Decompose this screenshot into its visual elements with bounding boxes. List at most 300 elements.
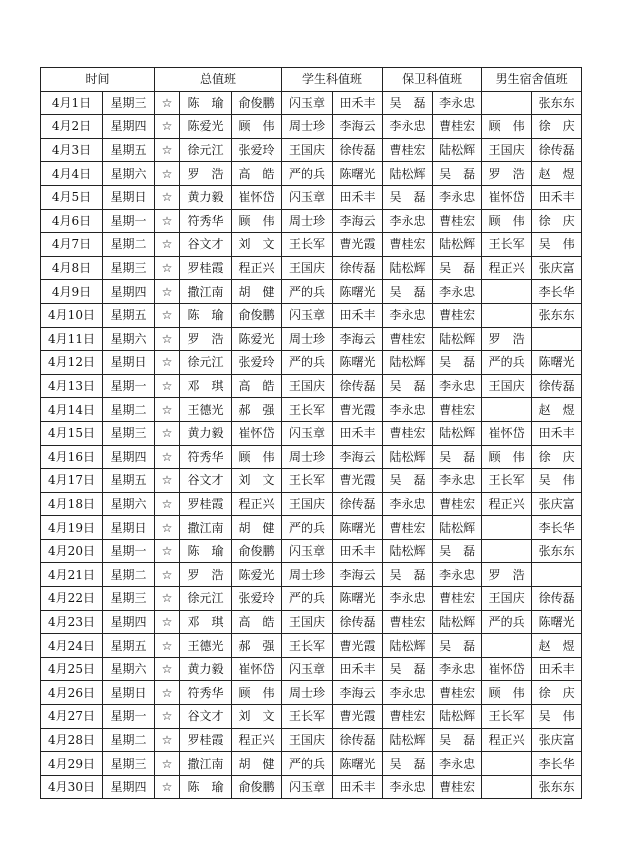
security-duty-2: 吴 磊 [433, 634, 482, 658]
security-duty-2: 陆松辉 [433, 138, 482, 162]
general-duty-2: 顾 伟 [232, 115, 282, 139]
student-duty-2: 徐传磊 [333, 728, 383, 752]
student-duty-2: 曹光霞 [333, 634, 383, 658]
security-duty-2: 李永忠 [433, 657, 482, 681]
general-duty-1: 邓 琪 [180, 610, 232, 634]
student-duty-1: 周士珍 [282, 563, 333, 587]
date-cell: 4月27日 [41, 705, 103, 729]
security-duty-2: 吴 磊 [433, 445, 482, 469]
security-duty-1: 吴 磊 [383, 657, 433, 681]
student-duty-1: 周士珍 [282, 209, 333, 233]
general-duty-2: 崔怀岱 [232, 421, 282, 445]
student-duty-2: 李海云 [333, 563, 383, 587]
date-cell: 4月26日 [41, 681, 103, 705]
dorm-duty-1 [482, 280, 532, 304]
security-duty-1: 李永忠 [383, 681, 433, 705]
dorm-duty-1 [482, 303, 532, 327]
table-row [41, 233, 582, 257]
student-duty-1: 王长军 [282, 233, 333, 257]
student-duty-2: 陈曙光 [333, 280, 383, 304]
general-duty-2: 高 皓 [232, 610, 282, 634]
security-duty-2: 曹桂宏 [433, 398, 482, 422]
dorm-duty-1: 顾 伟 [482, 115, 532, 139]
security-duty-2: 曹桂宏 [433, 209, 482, 233]
general-duty-2: 顾 伟 [232, 445, 282, 469]
table-row [41, 539, 582, 563]
general-duty-2: 陈爱光 [232, 327, 282, 351]
dorm-duty-2: 赵 煜 [532, 162, 582, 186]
dorm-duty-2: 张东东 [532, 539, 582, 563]
dorm-duty-1 [482, 91, 532, 115]
dorm-duty-1: 崔怀岱 [482, 657, 532, 681]
student-duty-1: 闪玉章 [282, 185, 333, 209]
table-row [41, 634, 582, 658]
star-mark: ☆ [155, 185, 180, 209]
date-cell: 4月21日 [41, 563, 103, 587]
date-cell: 4月5日 [41, 185, 103, 209]
dorm-duty-2: 张东东 [532, 91, 582, 115]
security-duty-1: 曹桂宏 [383, 516, 433, 540]
star-mark: ☆ [155, 280, 180, 304]
star-mark: ☆ [155, 209, 180, 233]
general-duty-1: 黄力毅 [180, 185, 232, 209]
dorm-duty-1 [482, 634, 532, 658]
security-duty-1: 陆松辉 [383, 728, 433, 752]
student-duty-2: 田禾丰 [333, 91, 383, 115]
star-mark: ☆ [155, 634, 180, 658]
general-duty-1: 罗桂霞 [180, 728, 232, 752]
dorm-duty-2 [532, 563, 582, 587]
general-duty-1: 陈爱光 [180, 115, 232, 139]
security-duty-1: 吴 磊 [383, 563, 433, 587]
star-mark: ☆ [155, 233, 180, 257]
dorm-duty-2: 陈曙光 [532, 351, 582, 375]
dorm-duty-2: 徐传磊 [532, 374, 582, 398]
star-mark: ☆ [155, 91, 180, 115]
student-duty-2: 陈曙光 [333, 516, 383, 540]
security-duty-2: 曹桂宏 [433, 492, 482, 516]
table-row [41, 587, 582, 611]
student-duty-2: 徐传磊 [333, 610, 383, 634]
general-duty-2: 顾 伟 [232, 209, 282, 233]
dorm-duty-2: 吴 伟 [532, 705, 582, 729]
student-duty-1: 严的兵 [282, 752, 333, 776]
table-row [41, 469, 582, 493]
dorm-duty-1: 王长军 [482, 233, 532, 257]
weekday-cell: 星期一 [103, 705, 155, 729]
student-duty-1: 王国庆 [282, 492, 333, 516]
date-cell: 4月6日 [41, 209, 103, 233]
date-cell: 4月1日 [41, 91, 103, 115]
dorm-duty-2: 徐 庆 [532, 115, 582, 139]
dorm-duty-1: 罗 浩 [482, 327, 532, 351]
dorm-duty-1: 程正兴 [482, 728, 532, 752]
dorm-duty-2: 张庆富 [532, 728, 582, 752]
general-duty-1: 罗 浩 [180, 327, 232, 351]
weekday-cell: 星期四 [103, 775, 155, 799]
date-cell: 4月15日 [41, 421, 103, 445]
dorm-duty-2: 徐传磊 [532, 587, 582, 611]
security-duty-2: 陆松辉 [433, 327, 482, 351]
date-cell: 4月7日 [41, 233, 103, 257]
date-cell: 4月28日 [41, 728, 103, 752]
date-cell: 4月22日 [41, 587, 103, 611]
star-mark: ☆ [155, 256, 180, 280]
weekday-cell: 星期五 [103, 138, 155, 162]
date-cell: 4月12日 [41, 351, 103, 375]
weekday-cell: 星期一 [103, 539, 155, 563]
table-row [41, 138, 582, 162]
general-duty-1: 符秀华 [180, 209, 232, 233]
security-duty-1: 李永忠 [383, 775, 433, 799]
student-duty-1: 闪玉章 [282, 303, 333, 327]
star-mark: ☆ [155, 752, 180, 776]
star-mark: ☆ [155, 445, 180, 469]
table-row [41, 752, 582, 776]
star-mark: ☆ [155, 539, 180, 563]
security-duty-2: 曹桂宏 [433, 587, 482, 611]
star-mark: ☆ [155, 303, 180, 327]
weekday-cell: 星期日 [103, 516, 155, 540]
dorm-duty-2: 张庆富 [532, 492, 582, 516]
student-duty-1: 周士珍 [282, 115, 333, 139]
general-duty-1: 陈 瑜 [180, 775, 232, 799]
star-mark: ☆ [155, 421, 180, 445]
general-duty-1: 谷文才 [180, 705, 232, 729]
dorm-duty-1 [482, 539, 532, 563]
table-row [41, 185, 582, 209]
dorm-duty-2: 赵 煜 [532, 634, 582, 658]
dorm-duty-2: 张东东 [532, 775, 582, 799]
security-duty-2: 曹桂宏 [433, 303, 482, 327]
security-duty-2: 陆松辉 [433, 705, 482, 729]
dorm-duty-1: 王国庆 [482, 374, 532, 398]
general-duty-1: 谷文才 [180, 233, 232, 257]
star-mark: ☆ [155, 138, 180, 162]
star-mark: ☆ [155, 115, 180, 139]
dorm-duty-1 [482, 752, 532, 776]
student-duty-1: 严的兵 [282, 587, 333, 611]
date-cell: 4月11日 [41, 327, 103, 351]
general-duty-1: 罗桂霞 [180, 492, 232, 516]
security-duty-2: 吴 磊 [433, 162, 482, 186]
weekday-cell: 星期四 [103, 280, 155, 304]
dorm-duty-1: 崔怀岱 [482, 421, 532, 445]
general-duty-1: 徐元江 [180, 587, 232, 611]
student-duty-1: 闪玉章 [282, 91, 333, 115]
student-duty-1: 严的兵 [282, 280, 333, 304]
date-cell: 4月9日 [41, 280, 103, 304]
dorm-duty-1 [482, 398, 532, 422]
dorm-duty-1: 严的兵 [482, 351, 532, 375]
schedule-body [41, 91, 582, 799]
student-duty-1: 周士珍 [282, 681, 333, 705]
security-duty-2: 李永忠 [433, 374, 482, 398]
general-duty-1: 撒江南 [180, 516, 232, 540]
general-duty-1: 撒江南 [180, 280, 232, 304]
general-duty-1: 谷文才 [180, 469, 232, 493]
student-duty-1: 严的兵 [282, 351, 333, 375]
student-duty-2: 李海云 [333, 327, 383, 351]
dorm-duty-2: 李长华 [532, 280, 582, 304]
security-duty-2: 陆松辉 [433, 421, 482, 445]
security-duty-1: 李永忠 [383, 398, 433, 422]
security-duty-2: 吴 磊 [433, 256, 482, 280]
dorm-duty-1: 程正兴 [482, 256, 532, 280]
general-duty-1: 符秀华 [180, 445, 232, 469]
student-duty-1: 严的兵 [282, 162, 333, 186]
table-row [41, 256, 582, 280]
student-duty-1: 王长军 [282, 705, 333, 729]
table-row [41, 610, 582, 634]
security-duty-1: 曹桂宏 [383, 610, 433, 634]
dorm-duty-2: 陈曙光 [532, 610, 582, 634]
security-duty-1: 吴 磊 [383, 374, 433, 398]
student-duty-2: 陈曙光 [333, 752, 383, 776]
star-mark: ☆ [155, 610, 180, 634]
date-cell: 4月18日 [41, 492, 103, 516]
table-row [41, 91, 582, 115]
security-duty-1: 陆松辉 [383, 351, 433, 375]
dorm-duty-2: 徐传磊 [532, 138, 582, 162]
weekday-cell: 星期四 [103, 115, 155, 139]
weekday-cell: 星期六 [103, 162, 155, 186]
student-duty-2: 李海云 [333, 681, 383, 705]
general-duty-2: 高 皓 [232, 374, 282, 398]
general-duty-2: 俞俊鹏 [232, 775, 282, 799]
header-general-duty: 总值班 [155, 68, 282, 92]
date-cell: 4月24日 [41, 634, 103, 658]
star-mark: ☆ [155, 705, 180, 729]
general-duty-2: 俞俊鹏 [232, 539, 282, 563]
star-mark: ☆ [155, 469, 180, 493]
student-duty-2: 田禾丰 [333, 303, 383, 327]
dorm-duty-2: 赵 煜 [532, 398, 582, 422]
general-duty-1: 邓 琪 [180, 374, 232, 398]
security-duty-1: 陆松辉 [383, 634, 433, 658]
general-duty-1: 徐元江 [180, 138, 232, 162]
student-duty-2: 田禾丰 [333, 421, 383, 445]
student-duty-1: 王长军 [282, 398, 333, 422]
general-duty-2: 崔怀岱 [232, 657, 282, 681]
security-duty-2: 李永忠 [433, 752, 482, 776]
star-mark: ☆ [155, 563, 180, 587]
student-duty-1: 王国庆 [282, 256, 333, 280]
security-duty-1: 曹桂宏 [383, 327, 433, 351]
star-mark: ☆ [155, 587, 180, 611]
student-duty-2: 曹光霞 [333, 469, 383, 493]
table-row [41, 445, 582, 469]
general-duty-2: 刘 文 [232, 705, 282, 729]
student-duty-1: 王长军 [282, 634, 333, 658]
security-duty-1: 吴 磊 [383, 185, 433, 209]
dorm-duty-1: 顾 伟 [482, 209, 532, 233]
student-duty-1: 王国庆 [282, 374, 333, 398]
dorm-duty-2: 张东东 [532, 303, 582, 327]
student-duty-1: 闪玉章 [282, 775, 333, 799]
dorm-duty-2: 田禾丰 [532, 185, 582, 209]
date-cell: 4月8日 [41, 256, 103, 280]
dorm-duty-1: 王国庆 [482, 138, 532, 162]
dorm-duty-1: 王国庆 [482, 587, 532, 611]
weekday-cell: 星期三 [103, 421, 155, 445]
general-duty-2: 郝 强 [232, 398, 282, 422]
dorm-duty-2: 李长华 [532, 516, 582, 540]
student-duty-1: 严的兵 [282, 516, 333, 540]
security-duty-1: 李永忠 [383, 115, 433, 139]
general-duty-1: 黄力毅 [180, 421, 232, 445]
security-duty-2: 李永忠 [433, 91, 482, 115]
general-duty-2: 程正兴 [232, 492, 282, 516]
security-duty-1: 李永忠 [383, 492, 433, 516]
star-mark: ☆ [155, 398, 180, 422]
weekday-cell: 星期六 [103, 327, 155, 351]
general-duty-1: 符秀华 [180, 681, 232, 705]
weekday-cell: 星期日 [103, 681, 155, 705]
general-duty-2: 胡 健 [232, 280, 282, 304]
general-duty-1: 王德光 [180, 398, 232, 422]
dorm-duty-2: 李长华 [532, 752, 582, 776]
student-duty-2: 田禾丰 [333, 775, 383, 799]
security-duty-1: 陆松辉 [383, 445, 433, 469]
header-student-office-duty: 学生科值班 [282, 68, 383, 92]
table-row [41, 563, 582, 587]
dorm-duty-1: 崔怀岱 [482, 185, 532, 209]
date-cell: 4月19日 [41, 516, 103, 540]
dorm-duty-1 [482, 516, 532, 540]
star-mark: ☆ [155, 327, 180, 351]
student-duty-1: 周士珍 [282, 445, 333, 469]
student-duty-2: 田禾丰 [333, 539, 383, 563]
security-duty-1: 曹桂宏 [383, 705, 433, 729]
weekday-cell: 星期二 [103, 398, 155, 422]
weekday-cell: 星期一 [103, 374, 155, 398]
duty-schedule-table [40, 67, 582, 799]
dorm-duty-2: 徐 庆 [532, 209, 582, 233]
weekday-cell: 星期日 [103, 185, 155, 209]
weekday-cell: 星期五 [103, 303, 155, 327]
security-duty-1: 陆松辉 [383, 256, 433, 280]
security-duty-2: 曹桂宏 [433, 681, 482, 705]
dorm-duty-1: 顾 伟 [482, 681, 532, 705]
weekday-cell: 星期三 [103, 752, 155, 776]
header-time: 时间 [41, 68, 155, 92]
security-duty-2: 曹桂宏 [433, 775, 482, 799]
student-duty-2: 曹光霞 [333, 398, 383, 422]
date-cell: 4月20日 [41, 539, 103, 563]
date-cell: 4月29日 [41, 752, 103, 776]
table-row [41, 327, 582, 351]
student-duty-2: 徐传磊 [333, 374, 383, 398]
general-duty-2: 程正兴 [232, 728, 282, 752]
table-row [41, 705, 582, 729]
dorm-duty-1: 王长军 [482, 705, 532, 729]
general-duty-2: 郝 强 [232, 634, 282, 658]
dorm-duty-1: 罗 浩 [482, 162, 532, 186]
dorm-duty-1: 罗 浩 [482, 563, 532, 587]
weekday-cell: 星期四 [103, 610, 155, 634]
dorm-duty-1: 顾 伟 [482, 445, 532, 469]
dorm-duty-1: 严的兵 [482, 610, 532, 634]
date-cell: 4月23日 [41, 610, 103, 634]
student-duty-1: 周士珍 [282, 327, 333, 351]
student-duty-2: 陈曙光 [333, 587, 383, 611]
star-mark: ☆ [155, 657, 180, 681]
student-duty-1: 闪玉章 [282, 539, 333, 563]
security-duty-1: 陆松辉 [383, 539, 433, 563]
dorm-duty-1: 程正兴 [482, 492, 532, 516]
dorm-duty-1 [482, 775, 532, 799]
date-cell: 4月3日 [41, 138, 103, 162]
security-duty-1: 李永忠 [383, 303, 433, 327]
general-duty-1: 罗 浩 [180, 162, 232, 186]
dorm-duty-2: 吴 伟 [532, 233, 582, 257]
date-cell: 4月14日 [41, 398, 103, 422]
header-security-office-duty: 保卫科值班 [383, 68, 482, 92]
security-duty-2: 陆松辉 [433, 233, 482, 257]
student-duty-2: 曹光霞 [333, 233, 383, 257]
student-duty-2: 田禾丰 [333, 657, 383, 681]
table-row [41, 351, 582, 375]
security-duty-2: 吴 磊 [433, 351, 482, 375]
general-duty-2: 胡 健 [232, 516, 282, 540]
student-duty-1: 王国庆 [282, 138, 333, 162]
security-duty-2: 曹桂宏 [433, 115, 482, 139]
general-duty-2: 张爱玲 [232, 587, 282, 611]
table-row [41, 303, 582, 327]
table-row [41, 657, 582, 681]
security-duty-2: 陆松辉 [433, 516, 482, 540]
student-duty-1: 闪玉章 [282, 421, 333, 445]
date-cell: 4月17日 [41, 469, 103, 493]
student-duty-2: 李海云 [333, 115, 383, 139]
general-duty-1: 徐元江 [180, 351, 232, 375]
student-duty-1: 王国庆 [282, 610, 333, 634]
general-duty-1: 罗桂霞 [180, 256, 232, 280]
student-duty-2: 陈曙光 [333, 351, 383, 375]
security-duty-1: 曹桂宏 [383, 421, 433, 445]
general-duty-1: 陈 瑜 [180, 91, 232, 115]
header-boys-dorm-duty: 男生宿舍值班 [482, 68, 582, 92]
security-duty-2: 陆松辉 [433, 610, 482, 634]
star-mark: ☆ [155, 775, 180, 799]
student-duty-1: 闪玉章 [282, 657, 333, 681]
weekday-cell: 星期二 [103, 563, 155, 587]
weekday-cell: 星期四 [103, 445, 155, 469]
general-duty-1: 撒江南 [180, 752, 232, 776]
security-duty-1: 曹桂宏 [383, 138, 433, 162]
security-duty-1: 吴 磊 [383, 752, 433, 776]
table-row [41, 492, 582, 516]
dorm-duty-2: 徐 庆 [532, 681, 582, 705]
dorm-duty-2: 张庆富 [532, 256, 582, 280]
general-duty-2: 张爱玲 [232, 351, 282, 375]
header-row [41, 68, 582, 92]
general-duty-2: 俞俊鹏 [232, 303, 282, 327]
security-duty-1: 吴 磊 [383, 280, 433, 304]
table-row [41, 681, 582, 705]
security-duty-2: 李永忠 [433, 469, 482, 493]
star-mark: ☆ [155, 374, 180, 398]
student-duty-2: 徐传磊 [333, 138, 383, 162]
security-duty-1: 李永忠 [383, 209, 433, 233]
date-cell: 4月30日 [41, 775, 103, 799]
student-duty-2: 曹光霞 [333, 705, 383, 729]
weekday-cell: 星期三 [103, 91, 155, 115]
general-duty-1: 黄力毅 [180, 657, 232, 681]
weekday-cell: 星期三 [103, 587, 155, 611]
general-duty-2: 高 皓 [232, 162, 282, 186]
